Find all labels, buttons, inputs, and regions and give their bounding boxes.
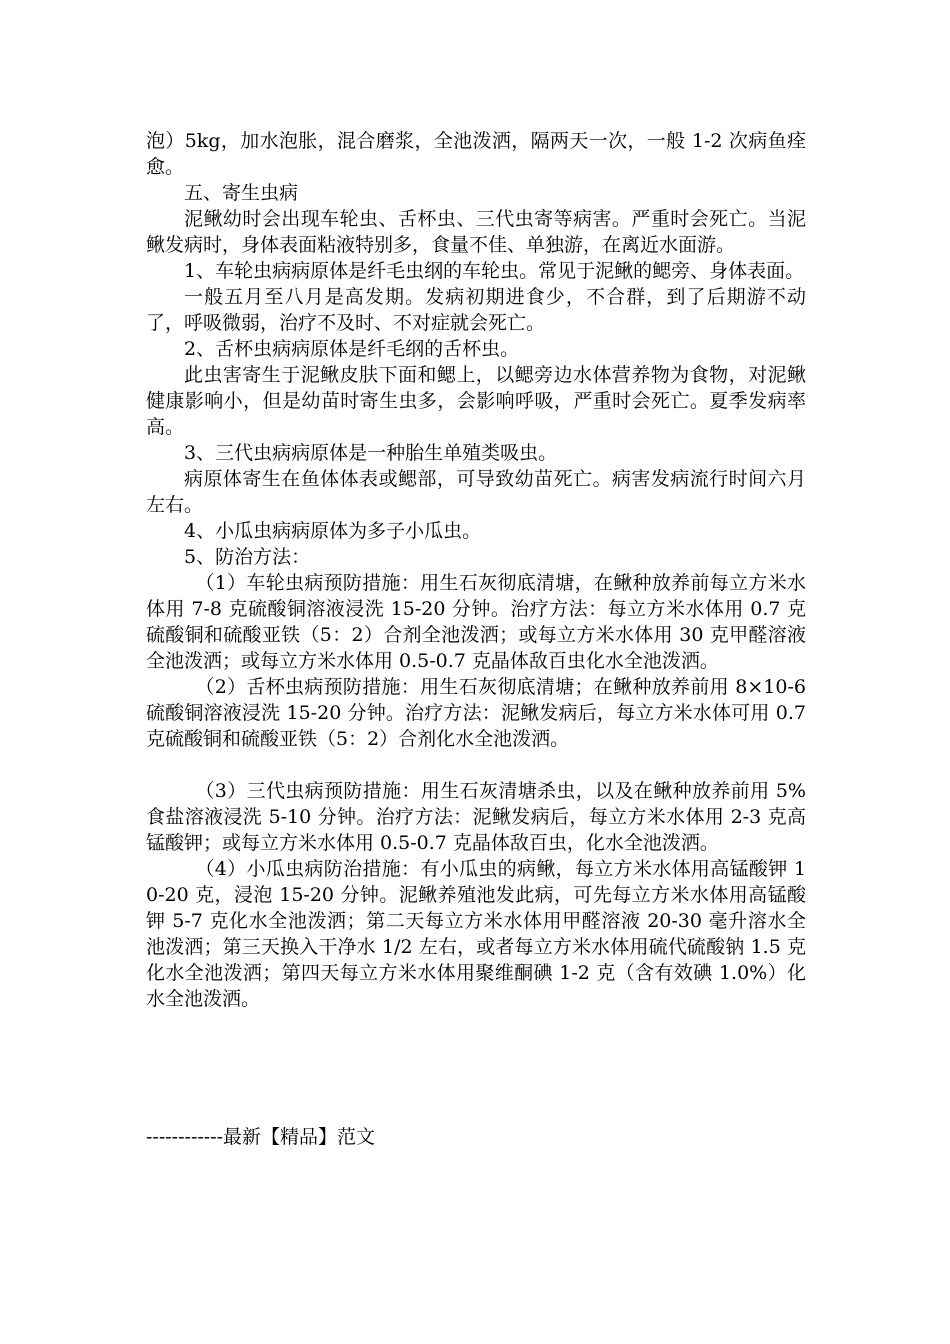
paragraph-trichodina-season: 一般五月至八月是高发期。发病初期进食少，不合群，到了后期游不动了，呼吸微弱，治疗不及时、不对症就会死亡。 [146,286,806,334]
paragraph-prevention-4: （4）小瓜虫病防治措施：有小瓜虫的病鳅，每立方米水体用高锰酸钾 10-20 克，浸泡 15-20 分钟。泥鳅养殖池发此病，可先每立方米水体用高锰酸钾 5-7 克化水全池泼洒；第二天每立方米水体用甲醛溶液 20-30 毫升溶水全池泼洒；第三天换入干净水 1/2 左右，或者每立方米水体用硫代硫酸钠 1.5 克化水全池泼洒；第四天每立方米水体用聚维酮碘 1-2 克（含有效碘 1.0%）化水全池泼洒。 [146,858,806,1010]
paragraph-overview: 泥鳅幼时会出现车轮虫、舌杯虫、三代虫寄等病害。严重时会死亡。当泥鳅发病时，身体表面粘液特别多，食量不佳、单独游，在离近水面游。 [146,208,806,256]
paragraph-prevention-1: （1）车轮虫病预防措施：用生石灰彻底清塘，在鳅种放养前每立方米水体用 7-8 克硫酸铜溶液浸洗 15-20 分钟。治疗方法：每立方米水体用 0.7 克硫酸铜和硫酸亚铁（5：2）合剂全池泼洒；或每立方米水体用 30 克甲醛溶液全池泼洒；或每立方米水体用 0.5-0.7 克晶体敌百虫化水全池泼洒。 [146,572,806,672]
paragraph-ichthyophthirius: 4、小瓜虫病病原体为多子小瓜虫。 [184,520,482,542]
paragraph-prevention-3: （3）三代虫病预防措施：用生石灰清塘杀虫，以及在鳅种放养前用 5%食盐溶液浸洗 5-10 分钟。治疗方法：泥鳅发病后，每立方米水体用 2-3 克高锰酸钾；或每立方米水体用 0.5-0.7 克晶体敌百虫，化水全池泼洒。 [146,780,806,854]
paragraph-gyrodactylus-detail: 病原体寄生在鱼体体表或鳃部，可导致幼苗死亡。病害发病流行时间六月左右。 [146,468,806,516]
section-heading-parasitic-disease: 五、寄生虫病 [184,182,299,204]
blank-line [146,752,806,778]
paragraph-trichodina: 1、车轮虫病病原体是纤毛虫纲的车轮虫。常见于泥鳅的鳃旁、身体表面。 [184,260,805,282]
document-body [146,128,806,1012]
paragraph-gyrodactylus: 3、三代虫病病原体是一种胎生单殖类吸虫。 [184,442,558,464]
paragraph-continuation: 泡）5kg，加水泡胀，混合磨浆，全池泼洒，隔两天一次，一般 1-2 次病鱼痊愈。 [146,130,806,178]
footer-text: ------------最新【精品】范文 [146,1126,376,1148]
paragraph-prevention-2: （2）舌杯虫病预防措施：用生石灰彻底清塘；在鳅种放养前用 8×10-6 硫酸铜溶液浸洗 15-20 分钟。治疗方法：泥鳅发病后，每立方米水体可用 0.7 克硫酸铜和硫酸亚铁（5：2）合剂化水全池泼洒。 [146,676,806,750]
paragraph-prevention-heading: 5、防治方法： [184,546,311,568]
paragraph-apiosoma-detail: 此虫害寄生于泥鳅皮肤下面和鳃上，以鳃旁边水体营养物为食物，对泥鳅健康影响小，但是幼苗时寄生虫多，会影响呼吸，严重时会死亡。夏季发病率高。 [146,364,806,438]
paragraph-apiosoma: 2、舌杯虫病病原体是纤毛纲的舌杯虫。 [184,338,520,360]
